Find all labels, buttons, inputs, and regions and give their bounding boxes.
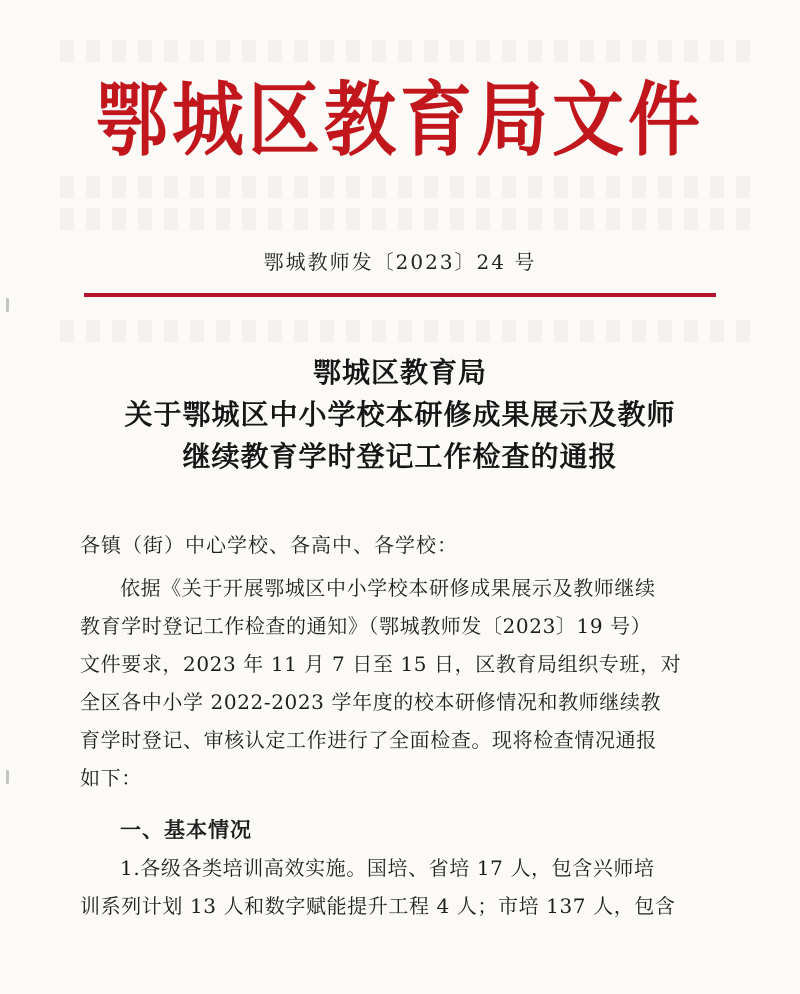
section-heading: 一、基本情况 bbox=[120, 818, 252, 842]
notice-title-line-2: 继续教育学时登记工作检查的通报 bbox=[182, 440, 618, 473]
notice-issuer: 鄂城区教育局 bbox=[312, 356, 487, 389]
notice-title-line-1: 关于鄂城区中小学校本研修成果展示及教师 bbox=[124, 398, 676, 431]
bleed-through-texture bbox=[60, 176, 760, 198]
notice-title bbox=[0, 352, 800, 478]
binding-hole-mark bbox=[6, 298, 9, 312]
body-line: 文件要求，2023 年 11 月 7 日至 15 日，区教育局组织专班，对 bbox=[80, 652, 682, 676]
section-body-line: 训系列计划 13 人和数字赋能提升工程 4 人；市培 137 人，包含 bbox=[80, 894, 676, 918]
section-body-line: 1.各级各类培训高效实施。国培、省培 17 人，包含兴师培 bbox=[120, 856, 655, 880]
document-number: 鄂城教师发〔2023〕24 号 bbox=[263, 250, 537, 274]
binding-hole-mark bbox=[6, 770, 9, 784]
document-header-title: 鄂城区教育局文件 bbox=[95, 71, 704, 168]
body-line: 如下： bbox=[80, 766, 142, 790]
bleed-through-texture bbox=[60, 320, 760, 342]
addressee: 各镇（街）中心学校、各高中、各学校： bbox=[80, 533, 458, 557]
body-line: 全区各中小学 2022-2023 学年度的校本研修情况和教师继续教 bbox=[80, 690, 662, 714]
body-line: 育学时登记、审核认定工作进行了全面检查。现将检查情况通报 bbox=[80, 728, 657, 752]
bleed-through-texture bbox=[60, 40, 760, 62]
red-divider-line bbox=[84, 293, 716, 297]
bleed-through-texture bbox=[60, 208, 760, 230]
body-line: 教育学时登记工作检查的通知》（鄂城教师发〔2023〕19 号） bbox=[80, 614, 652, 638]
body-line: 依据《关于开展鄂城区中小学校本研修成果展示及教师继续 bbox=[120, 576, 656, 600]
